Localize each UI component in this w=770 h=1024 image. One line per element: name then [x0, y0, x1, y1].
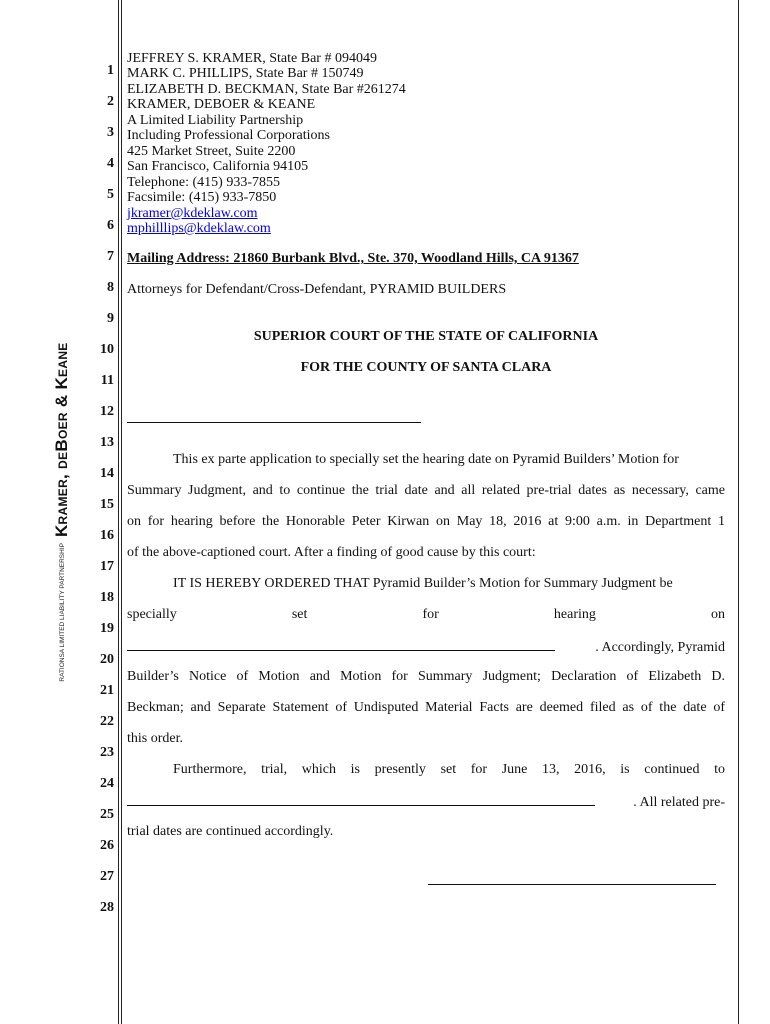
- judge-signature-line: [428, 884, 716, 885]
- court-title: SUPERIOR COURT OF THE STATE OF CALIFORNIA: [253, 329, 599, 344]
- line-number: 11: [100, 373, 114, 388]
- caption-separator-line: [127, 422, 421, 423]
- accordingly-text: . Accordingly, Pyramid: [595, 640, 725, 655]
- line-number: 27: [100, 869, 114, 884]
- paragraph-1-line: on for hearing before the Honorable Peter Kirwan on May 18, 2016 at 9:00 a.m. in Department 1: [127, 514, 725, 529]
- paragraph-2-line: [127, 638, 725, 656]
- address-line: San Francisco, California 94105: [127, 159, 309, 174]
- line-number: 22: [100, 714, 114, 729]
- telephone: Telephone: (415) 933-7855: [127, 175, 280, 190]
- paragraph-2-line: Builder’s Notice of Motion and Motion for Summary Judgment; Declaration of Elizabeth D.: [127, 669, 725, 684]
- word: on: [710, 607, 725, 622]
- paragraph-3-line: trial dates are continued accordingly.: [127, 824, 334, 839]
- line-number: 17: [100, 559, 114, 574]
- line-number: 25: [100, 807, 114, 822]
- paragraph-2-line: [127, 607, 725, 623]
- court-county: FOR THE COUNTY OF SANTA CLARA: [300, 360, 552, 375]
- line-number: 8: [107, 280, 114, 295]
- line-number: 15: [100, 497, 114, 512]
- email-link-kramer[interactable]: jkramer@kdeklaw.com: [127, 206, 258, 221]
- line-number: 3: [107, 125, 114, 140]
- line-number: 6: [107, 218, 114, 233]
- line-number: 5: [107, 187, 114, 202]
- line-number: 20: [100, 652, 114, 667]
- line-number: 28: [100, 900, 114, 915]
- line-number: 18: [100, 590, 114, 605]
- email-link-phillips[interactable]: mphilllips@kdeklaw.com: [127, 221, 271, 236]
- attorney-line: JEFFREY S. KRAMER, State Bar # 094049: [127, 51, 377, 66]
- line-number: 4: [107, 156, 114, 171]
- attorney-line: MARK C. PHILLIPS, State Bar # 150749: [127, 66, 364, 81]
- paragraph-2-line: IT IS HEREBY ORDERED THAT Pyramid Builder’s Motion for Summary Judgment be: [173, 576, 673, 591]
- line-number: 16: [100, 528, 114, 543]
- line-number: 12: [100, 404, 114, 419]
- paragraph-2-line: this order.: [127, 731, 183, 746]
- line-number: 1: [107, 63, 114, 78]
- line-number: 7: [107, 249, 114, 264]
- hearing-date-blank[interactable]: [127, 638, 555, 651]
- left-margin-rule: [118, 0, 119, 1024]
- firm-line: Including Professional Corporations: [127, 128, 330, 143]
- line-number: 13: [100, 435, 114, 450]
- related-text: . All related pre-: [633, 795, 725, 810]
- line-number: 21: [100, 683, 114, 698]
- word: hearing: [553, 607, 596, 622]
- attorneys-for: Attorneys for Defendant/Cross-Defendant, PYRAMID BUILDERS: [127, 282, 507, 297]
- firm-line: KRAMER, DEBOER & KEANE: [127, 97, 316, 112]
- line-number: 9: [107, 311, 114, 326]
- word: set: [291, 607, 308, 622]
- address-line: 425 Market Street, Suite 2200: [127, 144, 296, 159]
- word: for: [422, 607, 439, 622]
- paragraph-1-line: Summary Judgment, and to continue the trial date and all related pre-trial dates as necessary, came: [127, 483, 725, 498]
- trial-date-blank[interactable]: [127, 793, 595, 806]
- right-margin-rule: [738, 0, 739, 1024]
- firm-name: Kramer, deBoer & Keane: [52, 342, 71, 538]
- word: specially: [127, 607, 177, 622]
- paragraph-3-line: [127, 793, 725, 811]
- paragraph-1-line: of the above-captioned court. After a finding of good cause by this court:: [127, 545, 536, 560]
- facsimile: Facsimile: (415) 933-7850: [127, 190, 277, 205]
- line-number: 10: [100, 342, 114, 357]
- line-number: 14: [100, 466, 114, 481]
- paragraph-2-line: Beckman; and Separate Statement of Undisputed Material Facts are deemed filed as of the date of: [127, 700, 725, 715]
- line-number: 19: [100, 621, 114, 636]
- paragraph-3-line: Furthermore, trial, which is presently set for June 13, 2016, is continued to: [173, 762, 725, 777]
- firm-line: A Limited Liability Partnership: [127, 113, 304, 128]
- line-number: 23: [100, 745, 114, 760]
- line-number: 24: [100, 776, 114, 791]
- left-margin-rule-inner: [121, 0, 122, 1024]
- line-number: 26: [100, 838, 114, 853]
- paragraph-1-line: This ex parte application to specially set the hearing date on Pyramid Builders’ Motion for: [173, 452, 679, 467]
- mailing-address: Mailing Address: 21860 Burbank Blvd., Ste. 370, Woodland Hills, CA 91367: [127, 251, 579, 266]
- line-number: 2: [107, 94, 114, 109]
- firm-subtitle: RATIONSA LIMITED LIABILITY PARTNERSHIP: [58, 543, 66, 682]
- attorney-line: ELIZABETH D. BECKMAN, State Bar #261274: [127, 82, 406, 97]
